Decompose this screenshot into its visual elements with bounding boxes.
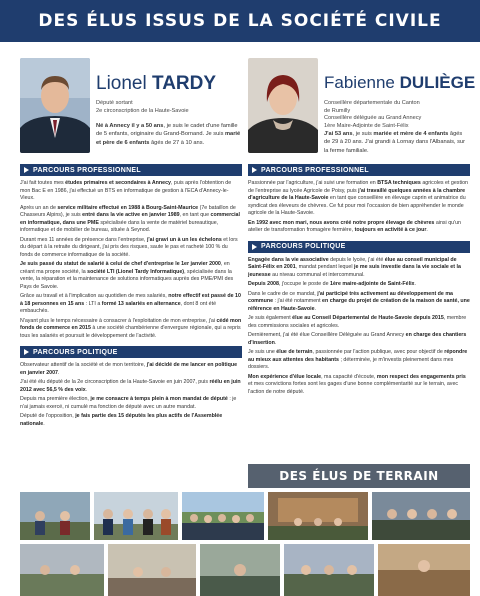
event-photo: [20, 544, 104, 596]
bold-text: notre effectif est passé de 10 à 18 personnes en 15 ans: [20, 293, 241, 307]
bold-text: service militaire effectué en 1988 à Bourg-Saint-Maurice: [57, 204, 199, 211]
body-text: Passionnée par l'agriculture, j'ai suivi une formation en: [248, 180, 378, 186]
event-photo: [268, 492, 368, 540]
body-text: , passionnée par l'action publique, avec pour objectif de: [312, 349, 445, 356]
first-name: Fabienne: [324, 73, 395, 92]
role-line: 1ère Maire-Adjointe de Saint-Félix: [324, 122, 409, 129]
section-header-parcours-pro: [248, 164, 470, 176]
bold-text: marié et père de 6 enfants: [96, 131, 241, 146]
parcours-pro-text-tardy: [20, 180, 242, 340]
event-photo: [182, 492, 264, 540]
bold-text: 1ère maire-adjointe de Saint-Félix: [330, 281, 415, 288]
event-photo: [284, 544, 374, 596]
paragraph: [20, 379, 242, 394]
body-text: , j'occupe le poste de: [278, 281, 330, 288]
bold-text: société LTI (Lionel Tardy Informatique): [87, 268, 185, 275]
event-photo: [20, 492, 90, 540]
triangle-icon: [252, 167, 257, 173]
bold-text: Je suis passé du statut de salarié à celui de chef d'entreprise le 1er janvier 2000: [20, 261, 221, 268]
body-text: .: [426, 227, 428, 234]
body-text: J'ai fait toutes mes: [20, 180, 66, 186]
photo-gallery: [20, 492, 470, 596]
body-text: Durant mes 11 années de présence dans l'entreprise,: [20, 236, 147, 243]
body-text: (7e bataillon de Chasseurs Alpins), je suis: [20, 204, 236, 219]
body-text: : LTI a: [84, 300, 102, 307]
role-line: de Rumilly: [324, 107, 351, 114]
paragraph: [248, 220, 470, 235]
section-title: PARCOURS PROFESSIONNEL: [261, 166, 369, 174]
triangle-icon: [252, 244, 257, 250]
body-text: .: [414, 281, 416, 288]
body-text: spécialisée dans la vente de matériel bureautique, informatique et de mobilier de bureau, située à Seynod.: [20, 219, 219, 234]
role-duliege: [324, 100, 421, 130]
section-header-parcours-pol: [20, 346, 242, 358]
body-text: , je suis le cadet d'une famille de 5 enfants, originaire du Grand-Bornand. Je suis: [96, 123, 238, 138]
bold-text: commercial en informatique, dans une PME: [20, 212, 240, 226]
body-text: N'ayant plus le temps nécessaire à consacrer à l'exploitation de mon entreprise, j'ai: [20, 317, 217, 324]
bold-text: élue au Conseil Départemental de Haute-Savoie depuis 2015: [292, 315, 444, 322]
bold-text: élue de terrain: [276, 349, 313, 356]
paragraph: [20, 413, 242, 428]
bold-text: cédé mon fonds de commerce en 2015: [20, 317, 242, 332]
intro-tardy: [96, 122, 242, 147]
body-text: au niveau communal et intercommunal.: [270, 271, 365, 278]
body-text: : je n'ai jamais exercé, ni cumulé ma fonction de député avec un autre mandat.: [20, 396, 237, 410]
portrait-duliege: [248, 58, 318, 153]
event-photo: [108, 544, 196, 596]
candidate-name-duliege: [324, 74, 475, 91]
paragraph: [20, 293, 242, 316]
page-title: DES ÉLUS ISSUS DE LA SOCIÉTÉ CIVILE: [38, 11, 442, 31]
body-text: J'ai été élu député de la 2e circonscription de la Haute-Savoie en juin 2007, puis: [20, 379, 210, 386]
body-text: et mes convictions fortes sont les gages d'une bonne complémentarité sur le terrain, avec l'action de notre député.: [248, 381, 459, 395]
body-text: à une société chambérienne d'envergure régionale, qui a repris tous les salariés et poursuit le développement de l'activité.: [20, 325, 241, 339]
paragraph: [248, 180, 470, 218]
bold-text: en charge des chantiers d'insertion: [248, 332, 467, 346]
bold-text: je fais partie des 15 députés les plus actifs de l'Assemblée nationale: [20, 413, 223, 427]
role-line: 2e circonscription de la Haute-Savoie: [96, 107, 189, 114]
body-text: .: [58, 369, 60, 376]
terrain-banner: [248, 464, 470, 488]
bold-text: Né à Annecy il y a 50 ans: [96, 123, 164, 129]
body-text: depuis le lycée, j'ai été: [328, 256, 385, 263]
paragraph: [248, 291, 470, 314]
bold-text: je me consacre à temps plein à mon mandat de député: [90, 396, 228, 403]
body-text: et lors du départ à la retraite du dirigeant, j'ai pris des risques, saute le pas et racheté 100 % du fonds de commerce informatique de la société.: [20, 236, 238, 258]
role-tardy: [96, 100, 189, 115]
bold-text: j'ai décidé de me lancer en politique en janvier 2007: [20, 362, 238, 376]
bold-text: réélu en juin 2012 avec 56,5 % des voix: [20, 379, 241, 393]
parcours-pol-text-duliege: [248, 257, 470, 397]
paragraph: [248, 374, 470, 397]
section-title: PARCOURS POLITIQUE: [33, 348, 118, 356]
bold-text: élue au conseil municipal de Saint-Félix en 2001: [248, 256, 457, 271]
body-text: , mandat pendant lequel: [295, 264, 355, 271]
paragraph: [20, 180, 242, 203]
body-text: Je suis également: [248, 315, 293, 322]
parcours-pro-text-duliege: [248, 180, 470, 235]
bold-text: en charge du projet de création de la maison de santé, une référence en Haute-Savoie: [248, 298, 470, 312]
bold-text: mariée et mère de 4 enfants: [373, 131, 449, 137]
body-text: Observateur attentif de la société et de mon territoire,: [20, 362, 147, 369]
parcours-pol-text-tardy: [20, 362, 242, 428]
section-title: PARCOURS POLITIQUE: [261, 243, 346, 251]
section-title: PARCOURS PROFESSIONNEL: [33, 166, 141, 174]
bold-text: formé 13 salariés en alternance: [101, 300, 181, 307]
body-text: âgés de 29 à 20 ans. J'ai grandi à Lornay dans l'Albanais, sur la ferme familiale.: [324, 131, 465, 154]
body-text: ainsi qu'un atelier de transformation fromagère fermière,: [248, 219, 461, 234]
paragraph: [248, 332, 470, 347]
role-line: Conseillère déléguée au Grand Annecy: [324, 115, 422, 122]
paragraph: [248, 281, 470, 289]
body-text: .: [43, 420, 45, 427]
paragraph: [248, 315, 470, 330]
body-text: .: [314, 305, 317, 312]
paragraph: [20, 318, 242, 341]
paragraph: [20, 237, 242, 260]
terrain-title: DES ÉLUS DE TERRAIN: [279, 469, 439, 483]
bold-text: je me suis investie dans la vie sociale et la jeunesse: [248, 264, 461, 278]
bold-text: j'ai travaillé quelques années à la chambre d'agriculture de la Haute-Savoie: [248, 187, 466, 202]
body-text: en tant que conseillère en élevage caprin et animatrice du syndicat des éleveurs de chèvres. Ce fut pour moi l'occasion de bien appréhender le monde agricole de la Haute-Savoie.: [248, 195, 466, 217]
body-text: , dont 8 ont été embauchés.: [20, 300, 217, 315]
body-text: Après un an de: [20, 204, 58, 211]
paragraph: [20, 261, 242, 291]
bold-text: Mon expérience d'élue locale: [248, 373, 322, 380]
last-name: TARDY: [152, 73, 217, 94]
body-text: .: [85, 386, 88, 393]
body-text: Député de l'opposition,: [20, 413, 76, 420]
event-photo: [200, 544, 280, 596]
profile-tardy: [20, 50, 242, 158]
body-text: Grâce au travail et à l'implication au quotidien de mes salariés,: [20, 293, 169, 300]
role-line: Député sortant: [96, 100, 133, 106]
bold-text: j'ai gravi un à un les échelons: [146, 236, 222, 243]
body-text: , membre des commissions sociales et agricoles.: [248, 315, 467, 329]
section-header-parcours-pol: [248, 241, 470, 253]
body-text: , puis après l'obtention de mon Bac E en 1986, j'ai effectué un BTS en informatique de gestion à l'ECA d'Annecy-le-Vieux.: [20, 180, 232, 202]
paragraph: [248, 257, 470, 280]
right-column: [248, 50, 476, 398]
bold-text: mon respect des engagements pris: [376, 373, 466, 380]
bold-text: En 1992 avec mon mari, nous avons créé notre propre élevage de chèvres: [248, 219, 435, 226]
bold-text: j'ai participé très activement au développement de ma commune: [248, 290, 453, 305]
bold-text: études primaires et secondaires à Annecy: [65, 180, 171, 186]
bold-text: répondre au mieux aux attentes des habitants: [248, 349, 468, 363]
profile-duliege: [248, 50, 476, 158]
event-photo: [378, 544, 470, 596]
event-photo: [94, 492, 178, 540]
body-text: : j'ai été notamment: [273, 298, 323, 305]
header-banner: [0, 0, 480, 42]
paragraph: [248, 349, 470, 372]
candidate-name-tardy: [96, 74, 216, 93]
paragraph: [20, 362, 242, 377]
bold-text: Depuis 2008: [248, 281, 279, 288]
triangle-icon: [24, 167, 29, 173]
paragraph: [20, 205, 242, 235]
body-text: Dernièrement, j'ai été élue Conseillère Déléguée au Grand Annecy: [248, 332, 406, 339]
first-name: Lionel: [96, 73, 147, 94]
bold-text: BTSA techniques: [377, 180, 421, 186]
body-text: , je suis: [352, 131, 374, 137]
body-text: ; déterminée, je m'investis pleinement dans mes dossiers.: [248, 356, 454, 371]
body-text: Dans le cadre de ce mandat,: [248, 290, 318, 297]
body-text: Depuis ma première élection,: [20, 396, 91, 403]
event-photo: [372, 492, 470, 540]
body-text: , en tant que: [179, 212, 211, 219]
body-text: , en créant ma propre société, la: [20, 261, 230, 275]
bold-text: J'ai 53 ans: [324, 131, 353, 137]
triangle-icon: [24, 349, 29, 355]
bold-text: entré dans la vie active en janvier 1989: [82, 212, 180, 219]
body-text: âgés de 27 à 10 ans.: [149, 139, 205, 146]
left-column: [20, 50, 242, 430]
paragraph: [20, 396, 242, 411]
last-name: DULIÈGE: [399, 73, 476, 92]
role-line: Conseillère départementale du Canton: [324, 100, 420, 106]
body-text: .: [274, 339, 277, 346]
section-header-parcours-pro: [20, 164, 242, 176]
body-text: agricoles et gestion de l'entreprise au lycée Agricole de Poisy, puis: [248, 180, 468, 194]
bold-text: Engagée dans la vie associative: [248, 256, 329, 263]
portrait-tardy: [20, 58, 90, 153]
body-text: , ma capacité d'écoute,: [321, 373, 377, 380]
body-text: , spécialisée dans la vente, la réparation et la maintenance de solutions informatiques auprès des PME/PMI des Pays de Savoie.: [20, 268, 234, 290]
bold-text: toujours en activité à ce jour: [354, 227, 427, 234]
body-text: Je suis une: [248, 349, 277, 356]
intro-duliege: [324, 130, 470, 155]
